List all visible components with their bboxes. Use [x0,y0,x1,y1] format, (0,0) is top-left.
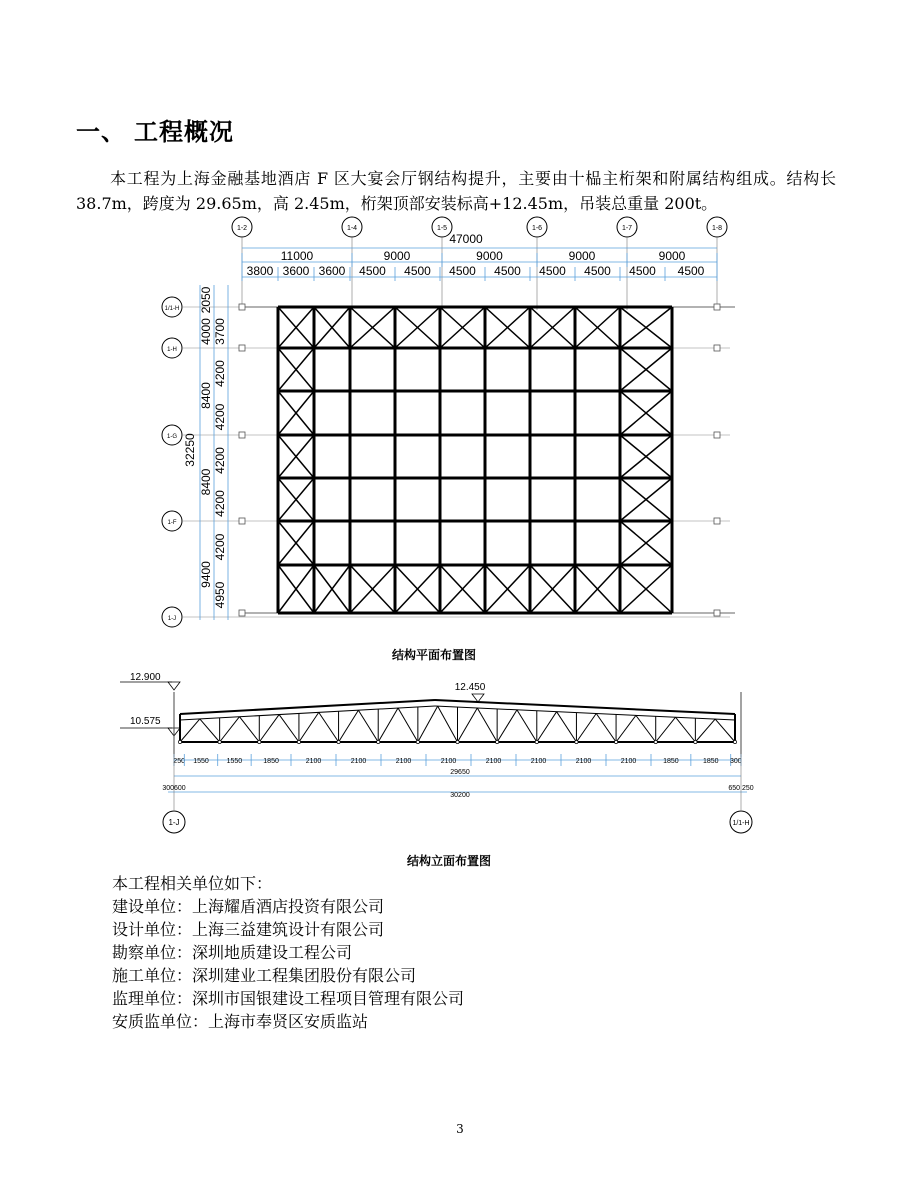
node [377,740,380,743]
column-mark [239,345,245,351]
column-mark [714,345,720,351]
total-dimension: 47000 [449,232,483,246]
web-diagonal [576,714,596,742]
top-chord [180,706,435,720]
left-outer-dimension: 4000 [199,318,213,345]
page-number: 3 [456,1122,464,1136]
bottom-dimension: 4500 [629,264,656,278]
bottom-dimension: 3600 [282,264,310,278]
unit-line: 勘察单位：深圳地质建设工程公司 [112,943,353,962]
web-diagonal [398,708,418,742]
segment-dimension: 1850 [663,758,679,765]
web-diagonal [378,708,398,742]
left-inner-dimension: 4200 [213,403,227,431]
web-diagonal [477,708,497,742]
column-mark [714,610,720,616]
axis-label: 1/1-H [164,306,180,312]
segment-dimension: 250 [173,758,185,765]
column-mark [239,518,245,524]
axis-label: 1-8 [711,225,723,232]
web-diagonal [319,712,339,742]
column-mark [239,304,245,310]
web-diagonal [656,717,676,742]
level-label: 12.900 [130,672,161,683]
node [614,740,617,743]
left-inner-dimension: 4950 [213,581,227,609]
overall-right-dimension: 650 250 [728,785,754,792]
unit-line: 设计单位：上海三益建筑设计有限公司 [112,920,385,939]
axis-label: 1-7 [621,225,633,232]
related-units [112,872,464,1033]
web-diagonal [438,706,458,742]
overall-dimension: 30200 [450,792,470,799]
mid-dimension: 9000 [383,249,411,263]
node [337,740,340,743]
web-diagonal [418,706,438,742]
segment-dimension: 2100 [575,758,592,765]
axis-label: 1-4 [346,225,358,232]
section-heading [76,112,234,147]
units-intro: 本工程相关单位如下： [112,874,273,893]
node [218,740,221,743]
bottom-dimension: 4500 [359,264,386,278]
segment-dimension: 2100 [620,758,637,765]
plan-caption: 结构平面布置图 [392,648,477,662]
node [416,740,419,743]
node [178,740,181,743]
bottom-dimension: 4500 [584,264,611,278]
segment-dimension: 2100 [530,758,547,765]
web-diagonal [458,708,478,742]
web-diagonal [715,719,735,742]
overview-paragraph: 本工程为上海金融基地酒店 F 区大宴会厅钢结构提升，主要由十榀主桁架和附属结构组成。结构长 38.7m，跨度为 29.65m，高 2.45m，桁架顶部安装标高+12.45m，吊装总重量 200t。 [76,169,836,213]
axis-label: 1/1-H [732,820,750,827]
mid-dimension: 11000 [280,249,314,263]
bottom-dimension: 3600 [318,264,346,278]
segment-dimension: 2100 [395,758,412,765]
node [258,740,261,743]
column-mark [714,432,720,438]
mid-dimension: 9000 [568,249,596,263]
web-diagonal [259,715,279,742]
left-inner-dimension: 4200 [213,533,227,561]
elevation-caption: 结构立面布置图 [407,854,492,868]
node [575,740,578,743]
column-mark [714,304,720,310]
unit-line: 监理单位：深圳市国银建设工程项目管理有限公司 [112,989,465,1008]
bottom-dimension: 4500 [404,264,431,278]
segment-dimension: 2100 [485,758,502,765]
left-inner-dimension: 4200 [213,447,227,474]
web-diagonal [299,712,319,742]
node [297,740,300,743]
column-mark [239,432,245,438]
unit-line: 安质监单位：上海市奉贤区安质监站 [112,1012,369,1031]
node [694,740,697,743]
web-diagonal [695,719,715,742]
bottom-dimension: 3800 [246,264,274,278]
web-diagonal [220,717,240,742]
axis-label: 1-J [168,818,180,827]
left-outer-dimension: 2050 [199,286,213,314]
section-number: 一、 [76,118,126,146]
left-inner-dimension: 3700 [213,318,227,345]
structural-elevation-drawing [120,672,770,838]
web-diagonal [239,717,259,742]
node [496,740,499,743]
node [654,740,657,743]
column-mark [239,610,245,616]
segment-dimension: 300 [730,758,742,765]
segment-dimension: 1850 [263,758,279,765]
left-inner-dimension: 4200 [213,360,227,387]
unit-line: 施工单位：深圳建业工程集团股份有限公司 [112,966,417,985]
bottom-dimension: 4500 [449,264,476,278]
level-marker [168,682,180,690]
node [535,740,538,743]
mid-dimension: 9000 [658,249,686,263]
left-outer-dimension: 8400 [199,382,213,409]
bottom-dimension: 4500 [677,264,705,278]
axis-label: 1-H [167,347,177,353]
web-diagonal [537,712,557,742]
axis-label: 1-2 [236,225,248,232]
segment-dimension: 2100 [440,758,457,765]
web-diagonal [180,719,200,742]
column-mark [714,518,720,524]
bottom-dimension: 4500 [494,264,521,278]
web-diagonal [636,715,656,742]
web-diagonal [358,710,378,742]
axis-label: 1-F [167,520,177,526]
web-diagonal [339,710,359,742]
structural-plan-drawing [150,215,740,635]
web-diagonal [279,715,299,742]
node [456,740,459,743]
mid-dimension: 9000 [476,249,503,263]
web-diagonal [676,717,696,742]
bottom-dimension: 4500 [539,264,566,278]
web-diagonal [517,710,537,742]
web-diagonal [200,719,220,742]
axis-label: 1-G [166,434,178,440]
web-diagonal [497,710,517,742]
axis-label: 1-6 [531,225,543,232]
node [733,740,736,743]
axis-label: 1-J [167,616,177,622]
left-outer-dimension: 8400 [199,468,213,496]
segment-dimension: 1850 [702,758,719,765]
level-marker [472,694,484,702]
section-title: 工程概况 [134,118,234,146]
segment-dimension: 2100 [350,758,367,765]
left-outer-dimension: 9400 [199,561,213,588]
segment-dimension: 1550 [193,758,209,765]
web-diagonal [616,715,636,742]
segment-dimension: 1550 [226,758,243,765]
left-total-dimension: 32250 [183,433,197,467]
ridge-level-label: 12.450 [454,682,486,693]
web-diagonal [557,712,577,742]
top-chord [180,700,435,714]
overall-left-dimension: 300600 [162,785,186,792]
level-label: 10.575 [130,716,161,727]
unit-line: 建设单位：上海耀盾酒店投资有限公司 [112,897,385,916]
axis-label: 1-5 [436,225,448,232]
left-inner-dimension: 4200 [213,490,227,517]
web-diagonal [596,714,616,742]
segment-dimension: 2100 [305,758,322,765]
span-dimension: 29650 [450,769,470,776]
